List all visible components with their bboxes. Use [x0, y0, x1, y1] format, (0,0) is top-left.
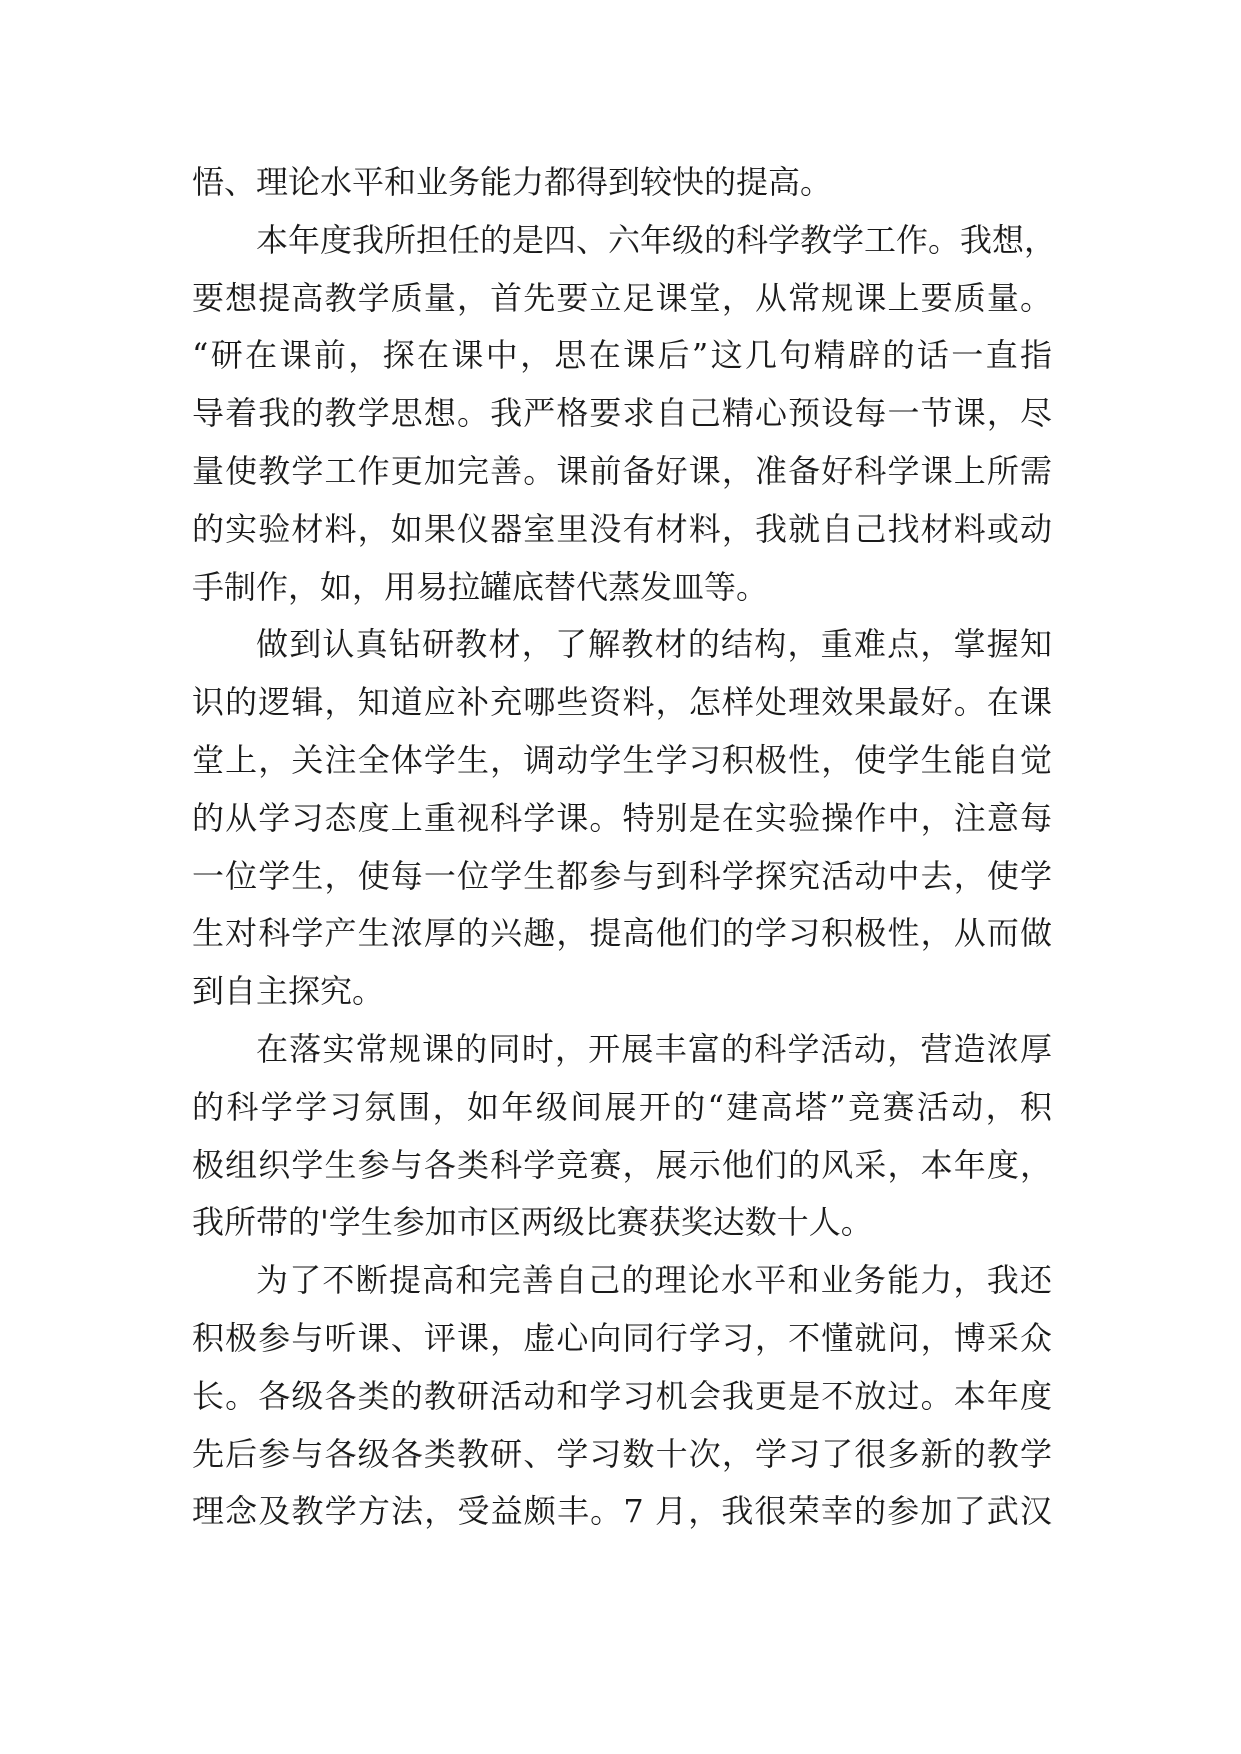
text-line: 的实验材料，如果仪器室里没有材料，我就自己找材料或动 [192, 509, 1052, 548]
text-line: 量使教学工作更加完善。课前备好课，准备好科学课上所需 [192, 451, 1052, 490]
text-line: 的科学学习氛围，如年级间展开的“建高塔”竞赛活动，积 [192, 1087, 1052, 1126]
text-line: 在落实常规课的同时，开展丰富的科学活动，营造浓厚 [256, 1029, 1052, 1068]
text-line: 极组织学生参与各类科学竞赛，展示他们的风采，本年度， [192, 1145, 1052, 1184]
text-line: 本年度我所担任的是四、六年级的科学教学工作。我想， [256, 220, 1057, 259]
text-line: 长。各级各类的教研活动和学习机会我更是不放过。本年度 [192, 1376, 1052, 1415]
text-line: 理念及教学方法，受益颇丰。7 月，我很荣幸的参加了武汉 [192, 1492, 1052, 1531]
text-line: 生对科学产生浓厚的兴趣，提高他们的学习积极性，从而做 [192, 914, 1052, 953]
body-text [192, 154, 1057, 1541]
text-line: 一位学生，使每一位学生都参与到科学探究活动中去，使学 [192, 856, 1052, 895]
text-line: 积极参与听课、评课，虚心向同行学习，不懂就问，博采众 [192, 1318, 1052, 1357]
text-line: 我所带的'学生参加市区两级比赛获奖达数十人。 [192, 1203, 873, 1242]
text-line: 悟、理论水平和业务能力都得到较快的提高。 [192, 163, 833, 201]
text-line: 做到认真钻研教材，了解教材的结构，重难点，掌握知 [256, 625, 1052, 664]
text-line: “研在课前，探在课中，思在课后”这几句精辟的话一直指 [192, 336, 1052, 375]
text-line: 要想提高教学质量，首先要立足课堂，从常规课上要质量。 [192, 278, 1052, 317]
text-line: 堂上，关注全体学生，调动学生学习积极性，使学生能自觉 [192, 740, 1052, 779]
text-line: 为了不断提高和完善自己的理论水平和业务能力，我还 [256, 1261, 1052, 1300]
text-line: 导着我的教学思想。我严格要求自己精心预设每一节课，尽 [192, 394, 1052, 433]
text-line: 先后参与各级各类教研、学习数十次，学习了很多新的教学 [192, 1434, 1052, 1473]
text-line: 的从学习态度上重视科学课。特别是在实验操作中，注意每 [192, 798, 1052, 837]
text-line: 到自主探究。 [192, 972, 385, 1011]
text-line: 识的逻辑，知道应补充哪些资料，怎样处理效果最好。在课 [192, 683, 1052, 722]
text-line: 手制作，如，用易拉罐底替代蒸发皿等。 [192, 567, 769, 606]
